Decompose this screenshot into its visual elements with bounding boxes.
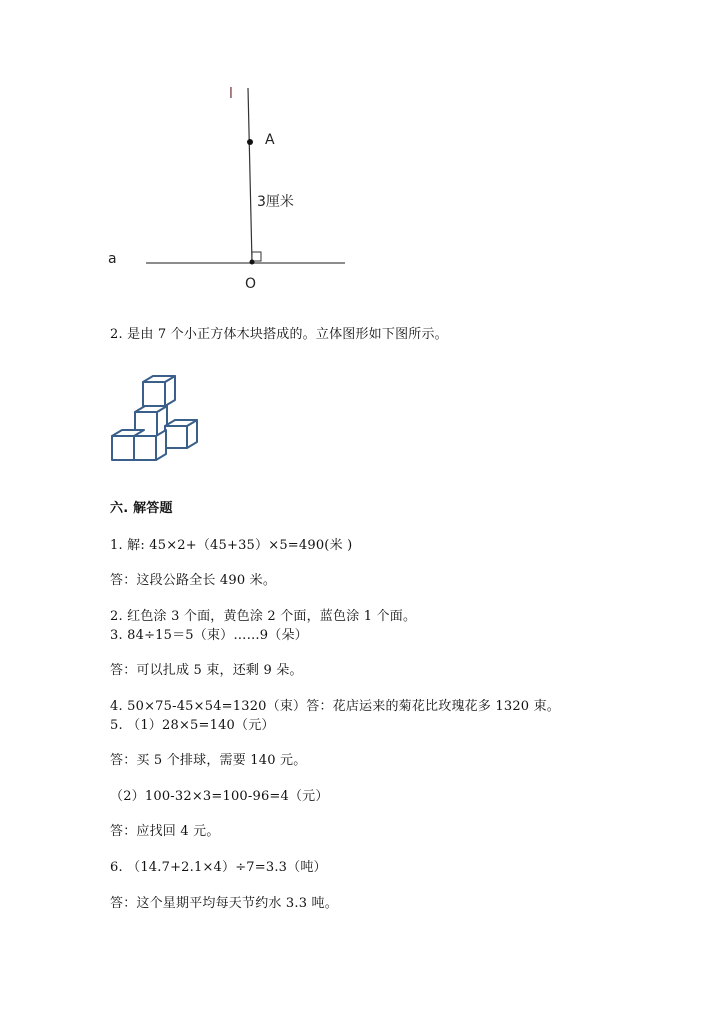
section-heading: 六. 解答题 (110, 501, 173, 516)
answer-1-calc: 1. 解: 45×2+（45+35）×5=490(米 ) (110, 538, 353, 553)
answer-5-part2-calc: （2）100-32×3=100-96=4（元） (110, 789, 329, 804)
point-a-dot (247, 139, 253, 145)
cube-right (165, 420, 197, 448)
answer-5-part1-calc: 5. （1）28×5=140（元） (110, 718, 275, 733)
answer-2: 2. 红色涂 3 个面，黄色涂 2 个面，蓝色涂 1 个面。 (110, 609, 417, 624)
answer-6-reply: 答：这个星期平均每天节约水 3.3 吨。 (110, 896, 338, 911)
line-l (248, 88, 252, 262)
line-a-label: a (108, 251, 117, 267)
line-l-label: l (229, 86, 233, 102)
answer-1-reply: 答：这段公路全长 490 米。 (110, 573, 277, 588)
answer-5-part2-reply: 答：应找回 4 元。 (110, 824, 220, 839)
perpendicular-figure (0, 0, 720, 310)
point-a-label: A (265, 132, 275, 148)
answer-3-calc: 3. 84÷15＝5（束）……9（朵） (110, 628, 308, 643)
distance-label: 3厘米 (257, 194, 294, 210)
cube-stack-figure (105, 370, 205, 466)
answer-5-part1-reply: 答：买 5 个排球，需要 140 元。 (110, 753, 307, 768)
answer-4: 4. 50×75-45×54=1320（束）答：花店运来的菊花比玫瑰花多 1320 束。 (110, 699, 561, 714)
question-2-text: 2. 是由 7 个小正方体木块搭成的。立体图形如下图所示。 (110, 327, 448, 342)
point-o-dot (250, 260, 255, 265)
answer-6-calc: 6. （14.7+2.1×4）÷7=3.3（吨） (110, 860, 327, 875)
answer-3-reply: 答：可以扎成 5 束，还剩 9 朵。 (110, 663, 303, 678)
point-o-label: O (245, 276, 257, 292)
right-angle-mark (252, 252, 261, 261)
cube-top (143, 376, 175, 406)
